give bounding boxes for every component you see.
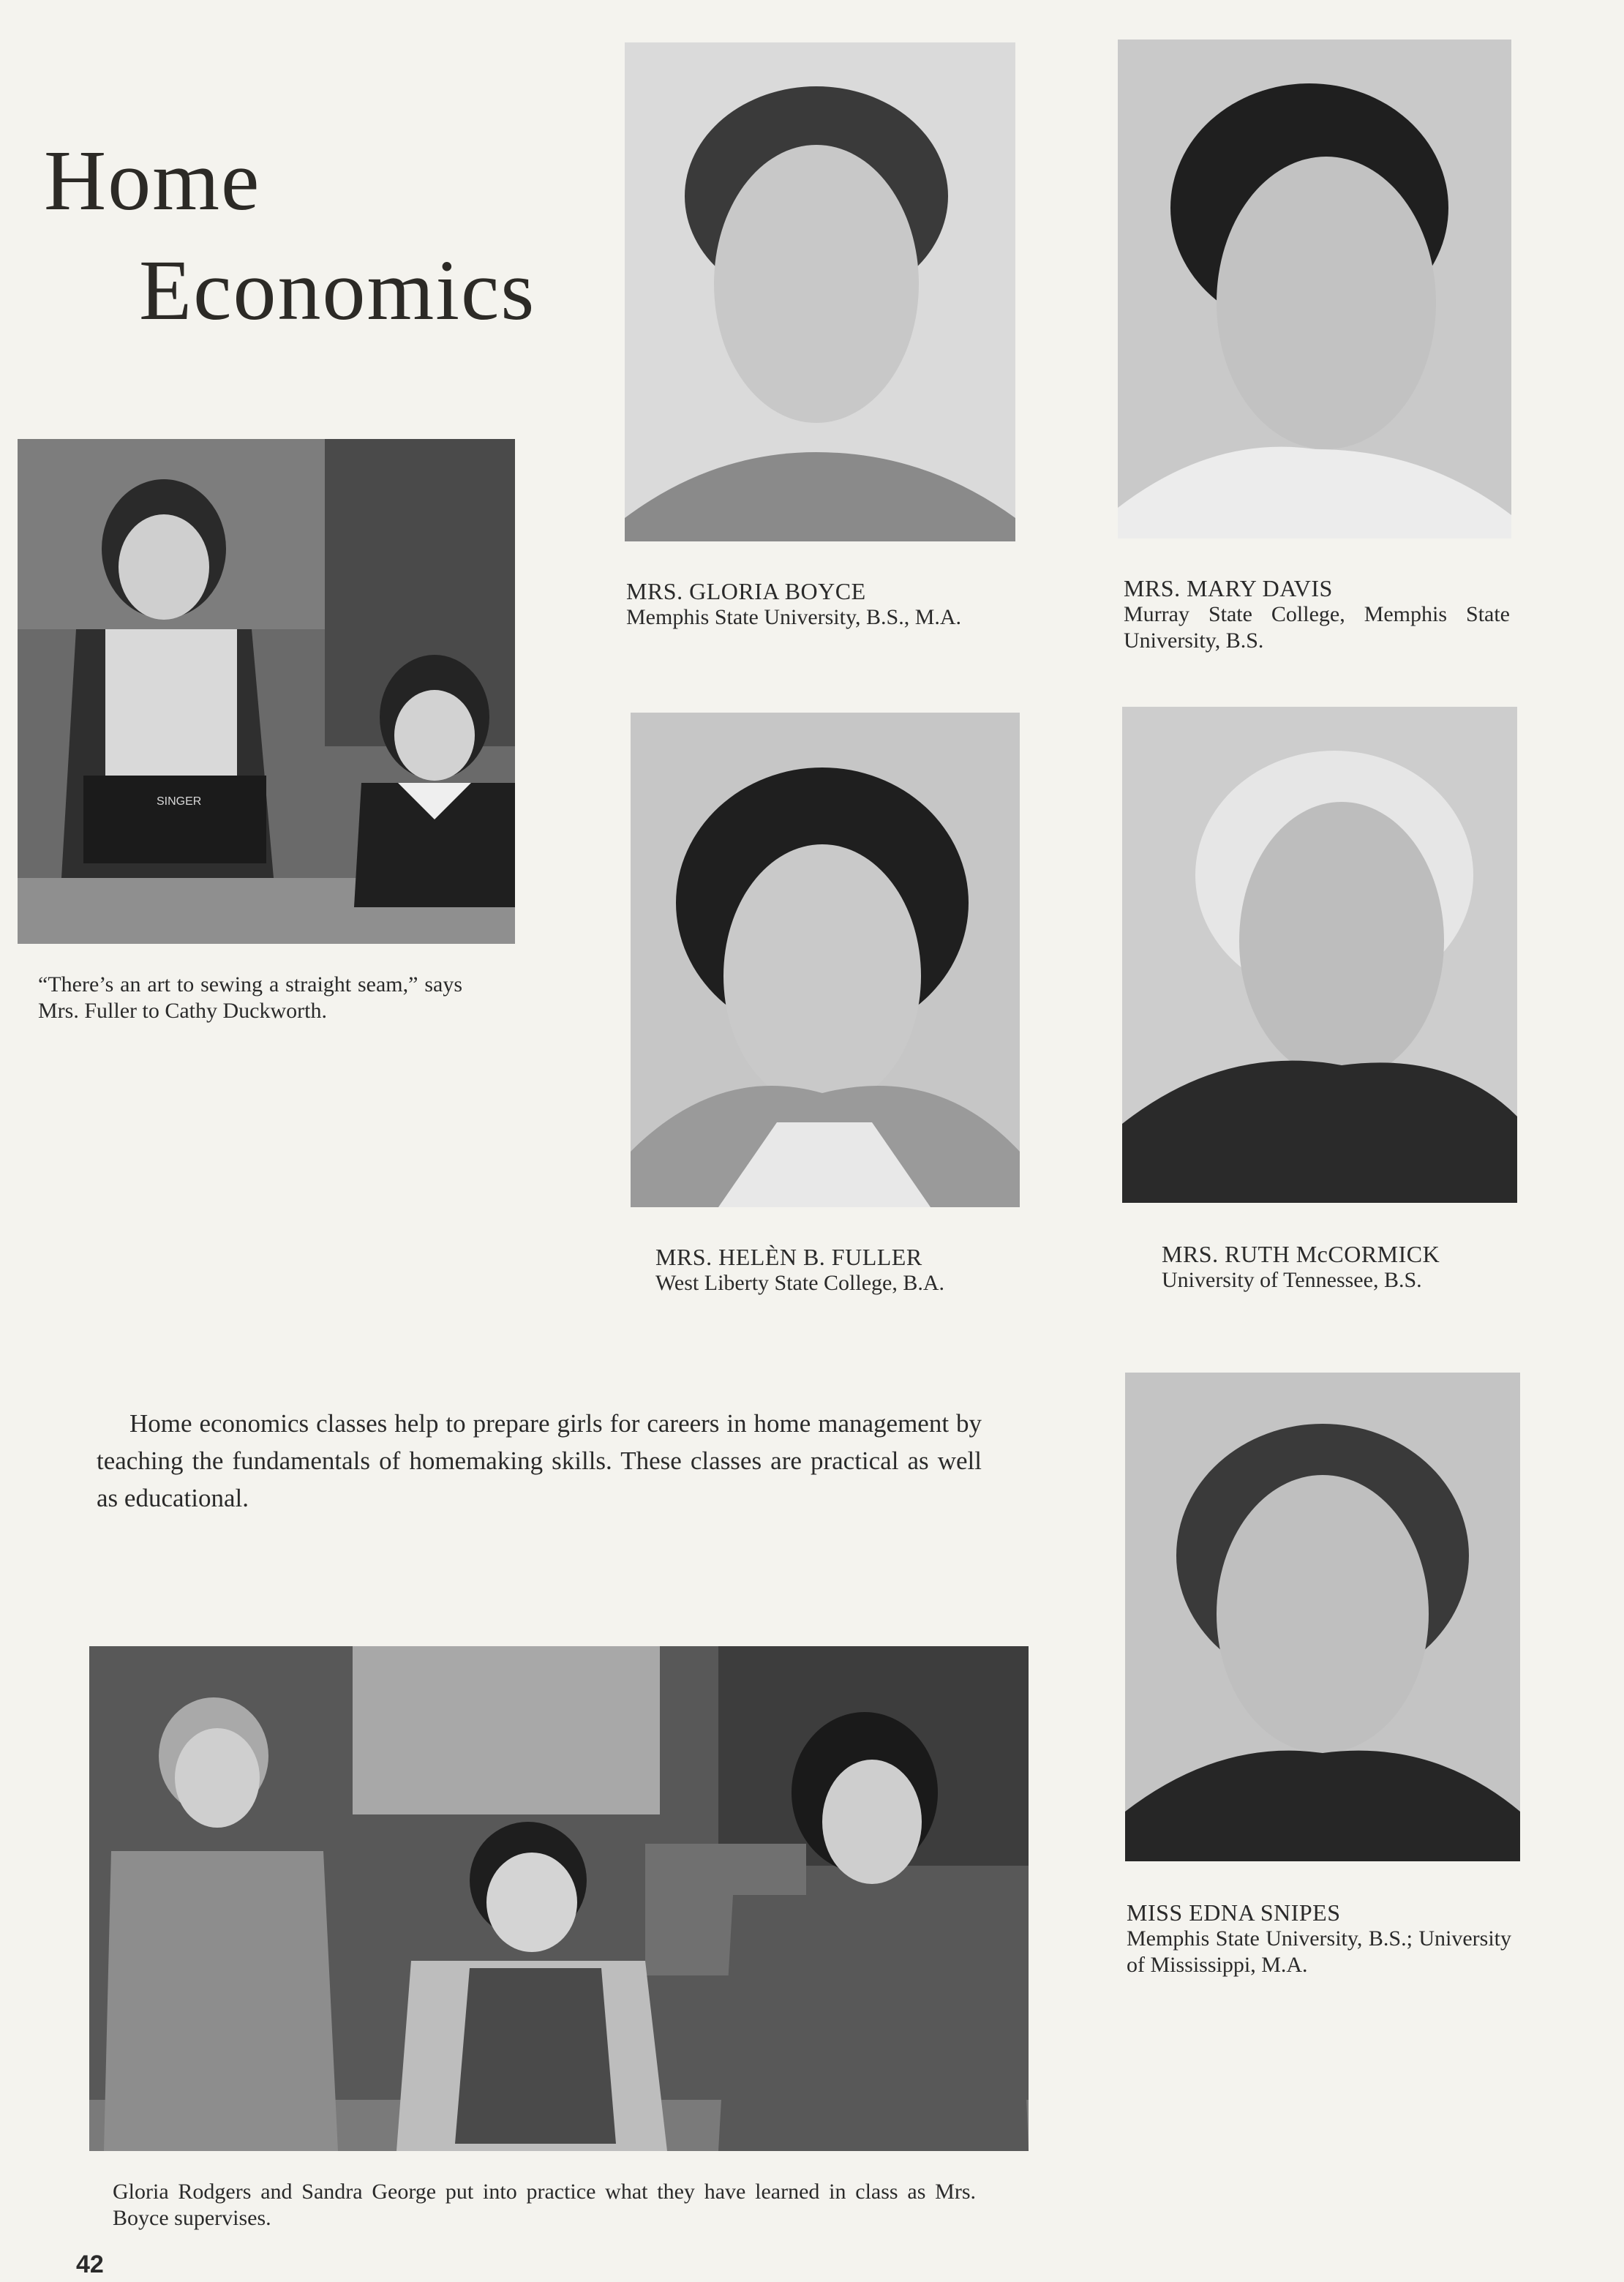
portrait-edna-snipes <box>1125 1373 1520 1861</box>
page-number: 42 <box>76 2251 104 2278</box>
page-title-line-1: Home <box>44 132 261 228</box>
faculty-education: Memphis State University, B.S., M.A. <box>626 605 962 629</box>
kitchen-photo-caption: Gloria Rodgers and Sandra George put into practice what they have learned in class as Mrs. Boyce supervises. <box>113 2180 976 2230</box>
faculty-caption-boyce <box>626 578 1008 631</box>
faculty-education: Murray State College, Memphis State University, B.S. <box>1124 602 1510 653</box>
faculty-caption-fuller <box>655 1244 1021 1296</box>
faculty-name: MRS. RUTH McCORMICK <box>1162 1241 1440 1267</box>
sewing-class-photo <box>18 439 515 944</box>
faculty-name: MRS. MARY DAVIS <box>1124 575 1333 601</box>
sewing-photo-caption: “There’s an art to sewing a straight seam,” says Mrs. Fuller to Cathy Duckworth. <box>38 972 462 1023</box>
page-title-line-2: Economics <box>139 242 536 338</box>
faculty-name: MRS. HELÈN B. FULLER <box>655 1244 922 1270</box>
faculty-education: West Liberty State College, B.A. <box>655 1271 945 1295</box>
faculty-education: University of Tennessee, B.S. <box>1162 1268 1422 1292</box>
portrait-mary-davis <box>1118 40 1511 538</box>
intro-paragraph: Home economics classes help to prepare girls for careers in home management by teaching the fundamentals of homemaking skills. These classes are practical as well as educational. <box>97 1409 982 1512</box>
faculty-caption-snipes <box>1127 1899 1511 1978</box>
portrait-gloria-boyce <box>625 42 1015 541</box>
faculty-caption-mccormick <box>1162 1241 1498 1294</box>
faculty-education: Memphis State University, B.S.; University of Mississippi, M.A. <box>1127 1926 1511 1977</box>
faculty-name: MISS EDNA SNIPES <box>1127 1899 1341 1926</box>
faculty-caption-davis <box>1124 575 1510 654</box>
portrait-helen-fuller <box>631 713 1020 1207</box>
singer-brand-label: SINGER <box>157 795 202 808</box>
kitchen-class-photo <box>89 1646 1029 2151</box>
portrait-ruth-mccormick <box>1122 707 1517 1203</box>
faculty-name: MRS. GLORIA BOYCE <box>626 578 866 604</box>
